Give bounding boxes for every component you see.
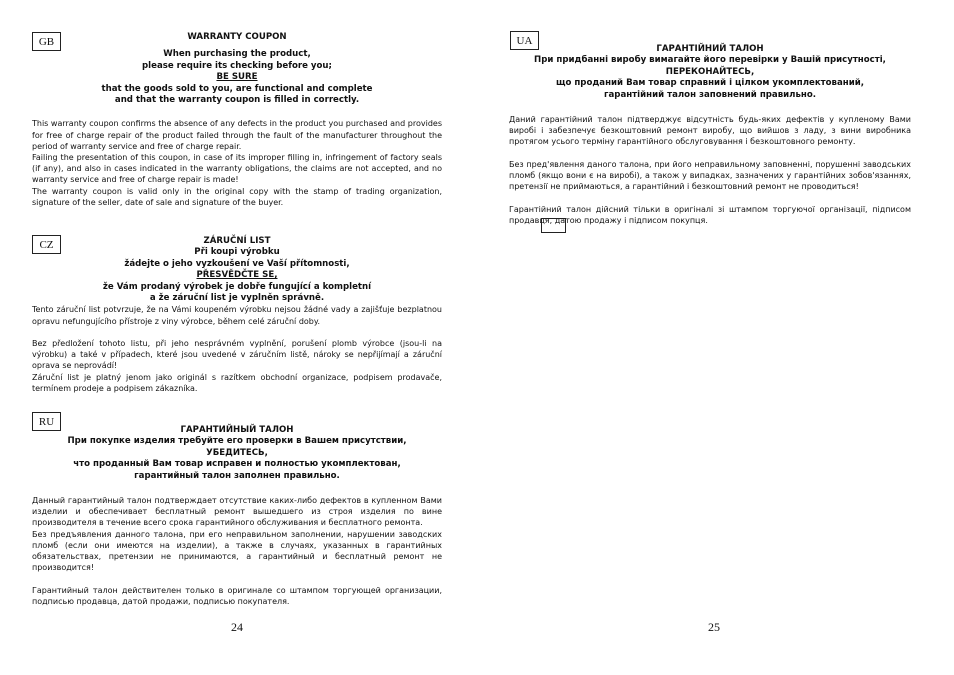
gb-head-line-2: please require its checking before you;: [142, 60, 332, 71]
ua-paragraph-3: Гарантійний талон дійсний тільки в оригіналі зі штампом торгуючої організації, підписом продавця, датою продажу і підписом покупця.: [509, 204, 911, 225]
gb-head-line-1: When purchasing the product,: [163, 49, 311, 60]
section-ua: [509, 44, 911, 226]
stray-outline-box: [541, 218, 566, 233]
gb-title: WARRANTY COUPON: [187, 32, 287, 42]
gb-head-line-3: BE SURE: [216, 72, 258, 83]
section-gb: [32, 32, 442, 208]
cz-body: [32, 304, 442, 394]
ua-head-line-4: гарантійний талон заповнений правильно.: [604, 89, 816, 100]
ru-head-line-3: что проданный Вам товар исправен и полностью укомплектован,: [73, 459, 401, 470]
ru-title: ГАРАНТИЙНЫЙ ТАЛОН: [180, 425, 294, 435]
ru-paragraph-1: Данный гарантийный талон подтверждает отсутствие каких-либо дефектов в купленном Вами изделии и обеспечивает бесплатный ремонт вышедшего из строя изделия по вине производителя в течение всего срока гарантийного обслуживания и бесплатного ремонта.: [32, 496, 442, 528]
gb-head-line-5: and that the warranty coupon is filled in correctly.: [114, 95, 360, 106]
gb-head-line-4: that the goods sold to you, are functional and complete: [101, 83, 373, 94]
cz-head-line-2: žádejte o jeho vyzkoušení ve Vaší přítomnosti,: [124, 258, 350, 269]
ru-head-line-1: При покупке изделия требуйте его проверки в Вашем присутствии,: [67, 436, 407, 447]
gb-paragraph-1: This warranty coupon confirms the absence of any defects in the product you purchased and provides for free of charge repair of the product failed through the fault of the manufacturer throughout the period of warranty service and free of charge repair.: [32, 119, 442, 151]
ua-head-line-1: При придбанні виробу вимагайте його перевірки у Вашій присутності,: [534, 55, 886, 66]
cz-head-line-5: a že záruční list je vyplněn správně.: [149, 293, 325, 304]
ru-paragraph-2: Без предъявления данного талона, при его неправильном заполнении, нарушении заводских пломб (если они имеются на изделии), а также в случаях, указанных в гарантийных обязательствах, претензии не принимаются, а гарантийный и бесплатный ремонт не производится!: [32, 529, 442, 573]
cz-heading: [32, 236, 442, 304]
page-number-left: 24: [231, 620, 243, 634]
lang-label-ua: UA: [510, 31, 539, 50]
gb-body: [32, 118, 442, 208]
ru-head-line-2: УБЕДИТЕСЬ,: [206, 447, 268, 458]
cz-title: ZÁRUČNÍ LIST: [203, 236, 271, 246]
lang-label-ru: RU: [32, 412, 61, 431]
cz-paragraph-2: Bez předložení tohoto listu, při jeho nesprávném vyplnění, porušení plomb výrobce (jsou-li na výrobku) a také v případech, které jsou uvedené v záručním listě, nároky se nepřijímají a záruční oprava se neprovádí!: [32, 339, 442, 371]
ru-paragraph-3: Гарантийный талон действителен только в оригинале со штампом торгующей организации, подписью продавца, датой продажи, подписью покупателя.: [32, 585, 442, 606]
lang-label-gb: GB: [32, 32, 61, 51]
cz-head-line-1: Při koupi výrobku: [194, 247, 280, 258]
cz-paragraph-3: Záruční list je platný jenom jako originál s razítkem obchodní organizace, podpisem prodavače, termínem prodeje a podpisem zákazníka.: [32, 372, 442, 393]
ua-title: ГАРАНТІЙНИЙ ТАЛОН: [656, 44, 764, 54]
section-ru: [32, 425, 442, 607]
page-number-right: 25: [708, 620, 720, 634]
gb-paragraph-3: The warranty coupon is valid only in the original copy with the stamp of trading organization, signature of the seller, date of sale and signature of the buyer.: [32, 186, 442, 207]
ua-paragraph-1: Даний гарантійний талон підтверджує відсутність будь-яких дефектів у купленому Вами виробі і забезпечує безкоштовний ремонт виробу, що вийшов з ладу, з вини виробника протягом усього терміну гарантійного обслуговування і безкоштовного ремонту.: [509, 115, 911, 147]
lang-label-cz: CZ: [32, 235, 61, 254]
cz-head-line-3: PŘESVĚDČTE SE,: [196, 270, 278, 281]
ua-head-line-3: що проданий Вам товар справний і цілком укомплектований,: [555, 78, 865, 89]
ru-heading: [32, 425, 442, 482]
ua-paragraph-2: Без пред'явлення даного талона, при його неправильному заповненні, порушенні заводських пломб (якщо вони є на виробі), а також у випадках, зазначених у гарантійних зобов'язаннях, претензії не приймаються, а гарантійний і безкоштовний ремонт не проводиться!: [509, 159, 911, 192]
ua-body: [509, 114, 911, 226]
cz-head-line-4: že Vám prodaný výrobek je dobře fungující a kompletní: [102, 281, 372, 292]
section-cz: [32, 236, 442, 394]
gb-paragraph-2: Failing the presentation of this coupon, in case of its improper filling in, infringement of factory seals (if any), and also in cases indicated in the warranty obligations, the claims are not accepted, and no warranty service and free of charge repair is made!: [32, 153, 442, 185]
ru-body: [32, 495, 442, 607]
gb-heading: [32, 32, 442, 106]
ua-heading: [509, 44, 911, 101]
ua-head-line-2: ПЕРЕКОНАЙТЕСЬ,: [665, 66, 755, 77]
cz-paragraph-1: Tento záruční list potvrzuje, že na Vámi koupeném výrobku nejsou žádné vady a zajišťuje bezplatnou opravu nefungujícího přístroje z viny výrobce, během celé záruční doby.: [32, 305, 442, 326]
ru-head-line-4: гарантийный талон заполнен правильно.: [134, 470, 340, 481]
